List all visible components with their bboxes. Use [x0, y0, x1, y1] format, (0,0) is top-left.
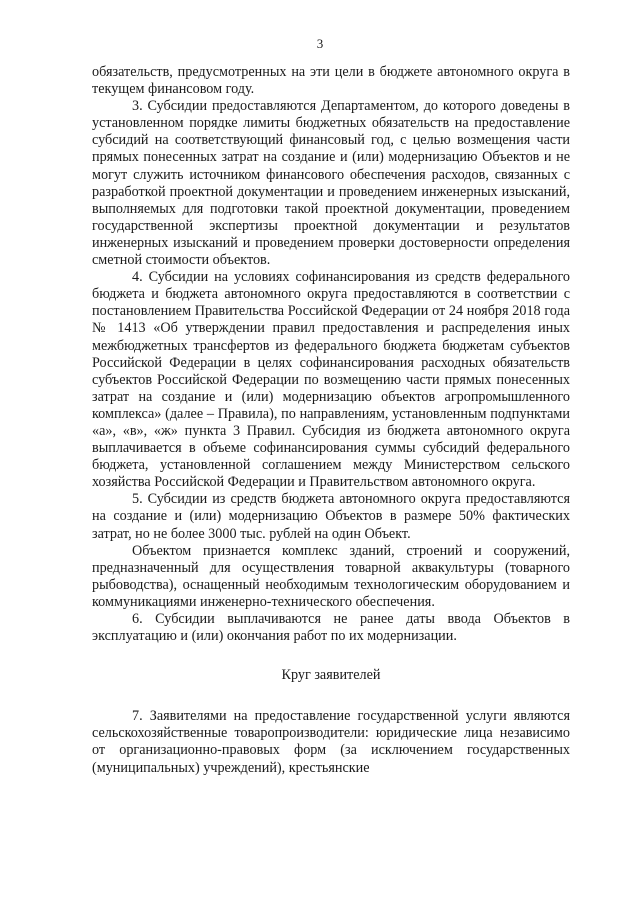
page-number: 3: [316, 36, 324, 51]
paragraph-5-object-definition: Объектом признается комплекс зданий, строений и сооружений, предназначенный для осуществления товарной аквакультуры (товарного рыбоводства), оснащенный необходимым технологическим оборудованием и коммуникациями инженерно-технического обеспечения.: [92, 542, 570, 610]
paragraph-5: 5. Субсидии из средств бюджета автономного округа предоставляются на создание и (или) модернизацию Объектов в размере 50% фактических затрат, но не более 3000 тыс. рублей на один Объект.: [92, 491, 570, 542]
paragraph-7: 7. Заявителями на предоставление государственной услуги являются сельскохозяйственные товаропроизводители: юридические лица независимо от организационно-правовых форм (за исключением государственных (муниципальных) учреждений), крестьянские: [92, 708, 570, 776]
paragraph-continuation: обязательств, предусмотренных на эти цели в бюджете автономного округа в текущем финансовом году.: [92, 64, 570, 98]
paragraph-6: 6. Субсидии выплачиваются не ранее даты ввода Объектов в эксплуатацию и (или) окончания работ по их модернизации.: [92, 611, 570, 645]
paragraph-3: 3. Субсидии предоставляются Департаментом, до которого доведены в установленном порядке лимиты бюджетных обязательств на предоставление субсидий на соответствующий финансовый год, с целью возмещения части прямых понесенных затрат на создание и (или) модернизацию Объектов и не могут служить источником финансового обеспечения расходов, связанных с разработкой проектной документации и проведением инженерных изысканий, выполняемых для подготовки такой проектной документации, проведением государственной экспертизы проектной документации и результатов инженерных изысканий и проведением проверки достоверности определения сметной стоимости объектов.: [92, 98, 570, 269]
section-heading: Круг заявителей: [281, 667, 381, 684]
document-body: [92, 64, 570, 777]
paragraph-4: 4. Субсидии на условиях софинансирования из средств федерального бюджета и бюджета автономного округа предоставляются в соответствии с постановлением Правительства Российской Федерации от 24 ноября 2018 года № 1413 «Об утверждении правил предоставления и распределения иных межбюджетных трансфертов из федерального бюджета бюджетам субъектов Российской Федерации в целях софинансирования расходных обязательств субъектов Российской Федерации по возмещению части прямых понесенных затрат на создание и (или) модернизацию объектов агропромышленного комплекса» (далее – Правила), по направлениям, установленным подпунктами «а», «в», «ж» пункта 3 Правил. Субсидия из бюджета автономного округа выплачивается в объеме софинансирования суммы субсидий федерального бюджета, установленной соглашением между Министерством сельского хозяйства Российской Федерации и Правительством автономного округа.: [92, 269, 570, 491]
